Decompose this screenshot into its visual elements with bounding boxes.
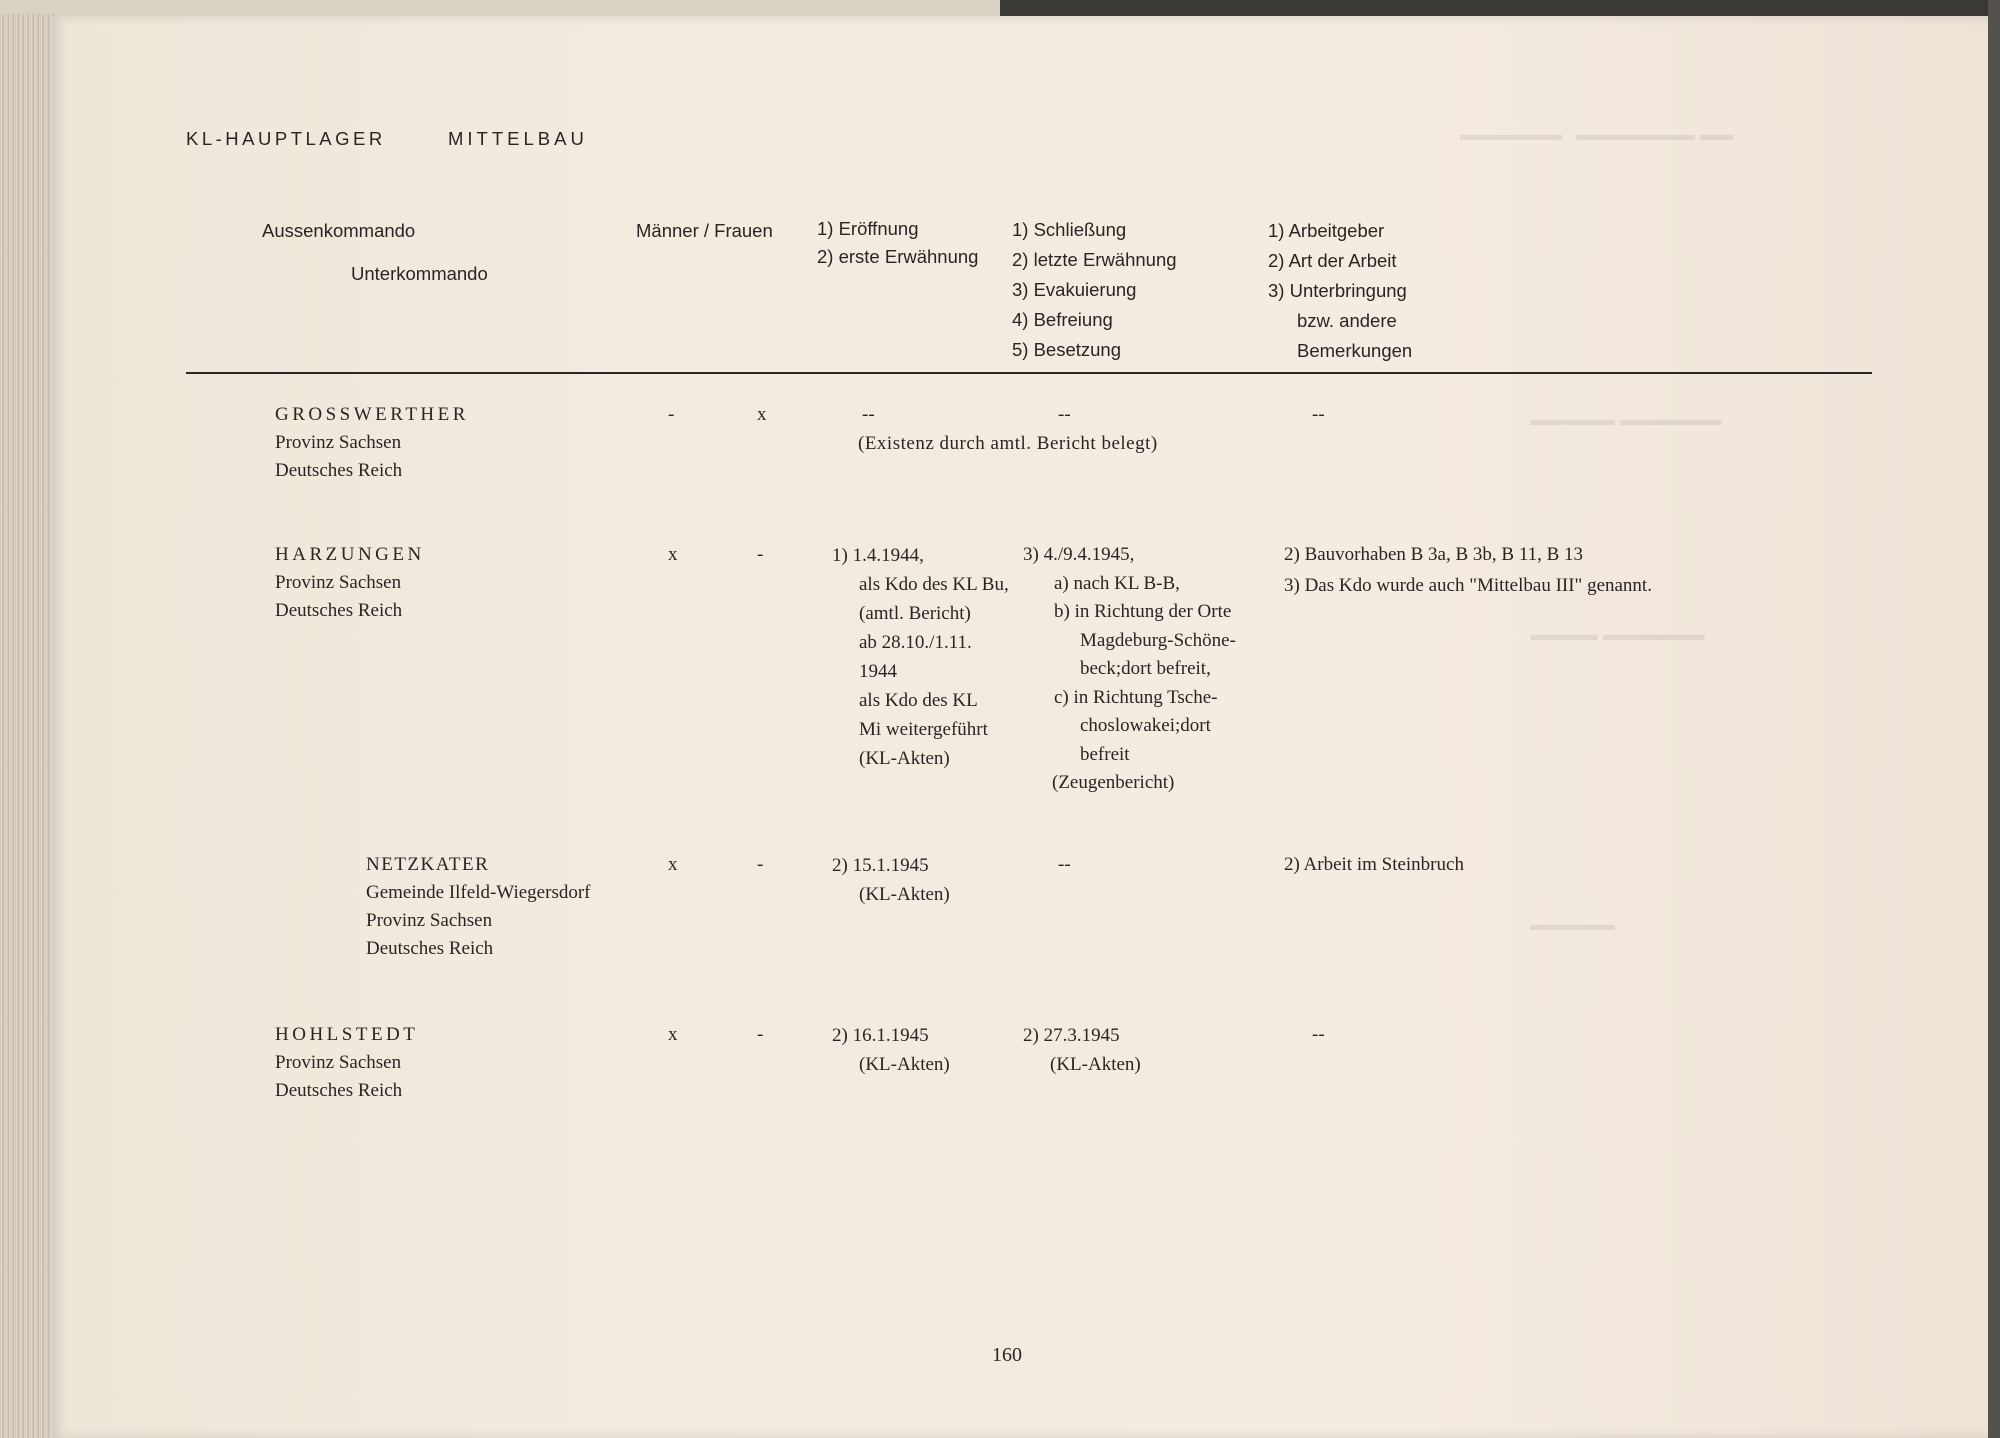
closing-line: 2) 27.3.1945 — [1023, 1025, 1120, 1046]
closing-line: 3) 4./9.4.1945, — [1023, 544, 1135, 565]
column-header-subunit: Unterkommando — [351, 263, 488, 284]
location-line: Provinz Sachsen — [275, 572, 402, 593]
opening-line: 1) 1.4.1944, — [832, 545, 924, 566]
entry-location — [275, 401, 469, 485]
column-header-subcamp: Aussenkommando — [262, 220, 416, 241]
employer-value: -- — [1312, 1024, 1325, 1045]
location-line: Deutsches Reich — [275, 600, 403, 621]
employer-line: 3) Das Kdo wurde auch "Mittelbau III" genannt. — [1284, 575, 1652, 596]
opening-value: -- — [862, 404, 875, 425]
header-line: 3) Unterbringung — [1268, 280, 1407, 301]
closing-line: choslowakei;dort — [1080, 715, 1211, 736]
background-right-edge — [1988, 0, 2000, 1438]
opening-line: ab 28.10./1.11. — [859, 632, 972, 653]
closing-line: (Zeugenbericht) — [1052, 772, 1175, 793]
page-stack-edge — [0, 14, 56, 1438]
opening-line: (KL-Akten) — [859, 748, 950, 769]
opening-line: (KL-Akten) — [859, 1054, 950, 1075]
bleed-through-decoration: ▬▬▬▬▬ — [1530, 915, 1615, 934]
men-mark: x — [668, 854, 678, 875]
location-line: Deutsches Reich — [275, 460, 403, 481]
entry-location — [275, 541, 425, 625]
women-mark: - — [757, 854, 764, 875]
main-camp-heading: KL-HAUPTLAGER — [186, 128, 386, 149]
header-line: 1) Arbeitgeber — [1268, 220, 1385, 241]
camp-name-heading: MITTELBAU — [448, 128, 588, 149]
opening-line: (amtl. Bericht) — [859, 603, 971, 624]
column-header-opening — [817, 215, 978, 271]
header-line: 3) Evakuierung — [1012, 279, 1137, 300]
location-line: Gemeinde Ilfeld-Wiegersdorf — [366, 882, 591, 903]
header-line: 1) Eröffnung — [817, 218, 919, 239]
header-line: bzw. andere — [1297, 310, 1397, 331]
location-line: Deutsches Reich — [275, 1080, 403, 1101]
location-line: Provinz Sachsen — [275, 432, 402, 453]
header-line: 1) Schließung — [1012, 219, 1127, 240]
employer-value: -- — [1312, 404, 1325, 425]
header-line: 4) Befreiung — [1012, 309, 1113, 330]
location-name: GROSSWERTHER — [275, 404, 469, 425]
header-divider — [186, 372, 1872, 374]
bleed-through-decoration: ▬▬▬▬▬▬ ▬▬▬▬▬ — [1530, 410, 1722, 429]
women-mark: - — [757, 1024, 764, 1045]
opening-line: 2) 16.1.1945 — [832, 1025, 929, 1046]
opening-line: (KL-Akten) — [859, 884, 950, 905]
location-line: Provinz Sachsen — [366, 910, 493, 931]
location-name: HARZUNGEN — [275, 544, 425, 565]
opening-line: 2) 15.1.1945 — [832, 855, 929, 876]
entry-location — [366, 851, 591, 963]
employer-value: 2) Arbeit im Steinbruch — [1284, 854, 1464, 875]
header-line: 2) Art der Arbeit — [1268, 250, 1397, 271]
column-header-closing — [1012, 215, 1177, 365]
closing-line: Magdeburg-Schöne- — [1080, 629, 1236, 651]
opening-line: als Kdo des KL Bu, — [859, 574, 1009, 595]
column-header-gender: Männer / Frauen — [636, 220, 773, 241]
opening-details — [832, 1021, 950, 1079]
entry-location — [275, 1021, 418, 1105]
header-line: 2) letzte Erwähnung — [1012, 249, 1177, 270]
closing-details — [1023, 541, 1236, 798]
location-name: HOHLSTEDT — [275, 1024, 419, 1045]
location-line: Provinz Sachsen — [275, 1052, 402, 1073]
closing-line: a) nach KL B-B, — [1054, 572, 1180, 594]
men-mark: x — [668, 1024, 678, 1045]
closing-value: -- — [1058, 404, 1071, 425]
opening-line: als Kdo des KL — [859, 690, 978, 711]
opening-details — [832, 851, 950, 909]
closing-line: befreit — [1080, 743, 1130, 765]
location-line: Deutsches Reich — [366, 938, 494, 959]
location-name: NETZKATER — [366, 854, 490, 875]
opening-details — [832, 541, 1009, 773]
column-header-employer — [1268, 216, 1412, 366]
closing-line: (KL-Akten) — [1050, 1054, 1141, 1075]
background-top-edge — [1000, 0, 2000, 16]
page-number: 160 — [992, 1344, 1022, 1366]
men-mark: - — [668, 404, 675, 425]
opening-line: Mi weitergeführt — [859, 719, 988, 740]
existence-note: (Existenz durch amtl. Bericht belegt) — [858, 433, 1158, 454]
header-line: 2) erste Erwähnung — [817, 246, 979, 267]
header-line: 5) Besetzung — [1012, 339, 1122, 360]
opening-line: 1944 — [859, 661, 897, 682]
closing-line: b) in Richtung der Orte — [1054, 601, 1232, 622]
closing-line: c) in Richtung Tsche- — [1054, 686, 1218, 708]
employer-line: 2) Bauvorhaben B 3a, B 3b, B 11, B 13 — [1284, 544, 1584, 565]
closing-details — [1023, 1021, 1141, 1079]
bleed-through-decoration: ▬▬ ▬▬▬▬▬▬▬ ▬▬▬▬▬▬ — [1460, 125, 1734, 144]
closing-value: -- — [1058, 854, 1071, 875]
employer-details — [1284, 539, 1652, 601]
closing-line: beck;dort befreit, — [1080, 658, 1211, 679]
header-line: Bemerkungen — [1297, 340, 1413, 361]
women-mark: - — [757, 544, 764, 565]
men-mark: x — [668, 544, 678, 565]
women-mark: x — [757, 404, 767, 425]
bleed-through-decoration: ▬▬▬▬▬▬ ▬▬▬▬ — [1530, 625, 1705, 644]
